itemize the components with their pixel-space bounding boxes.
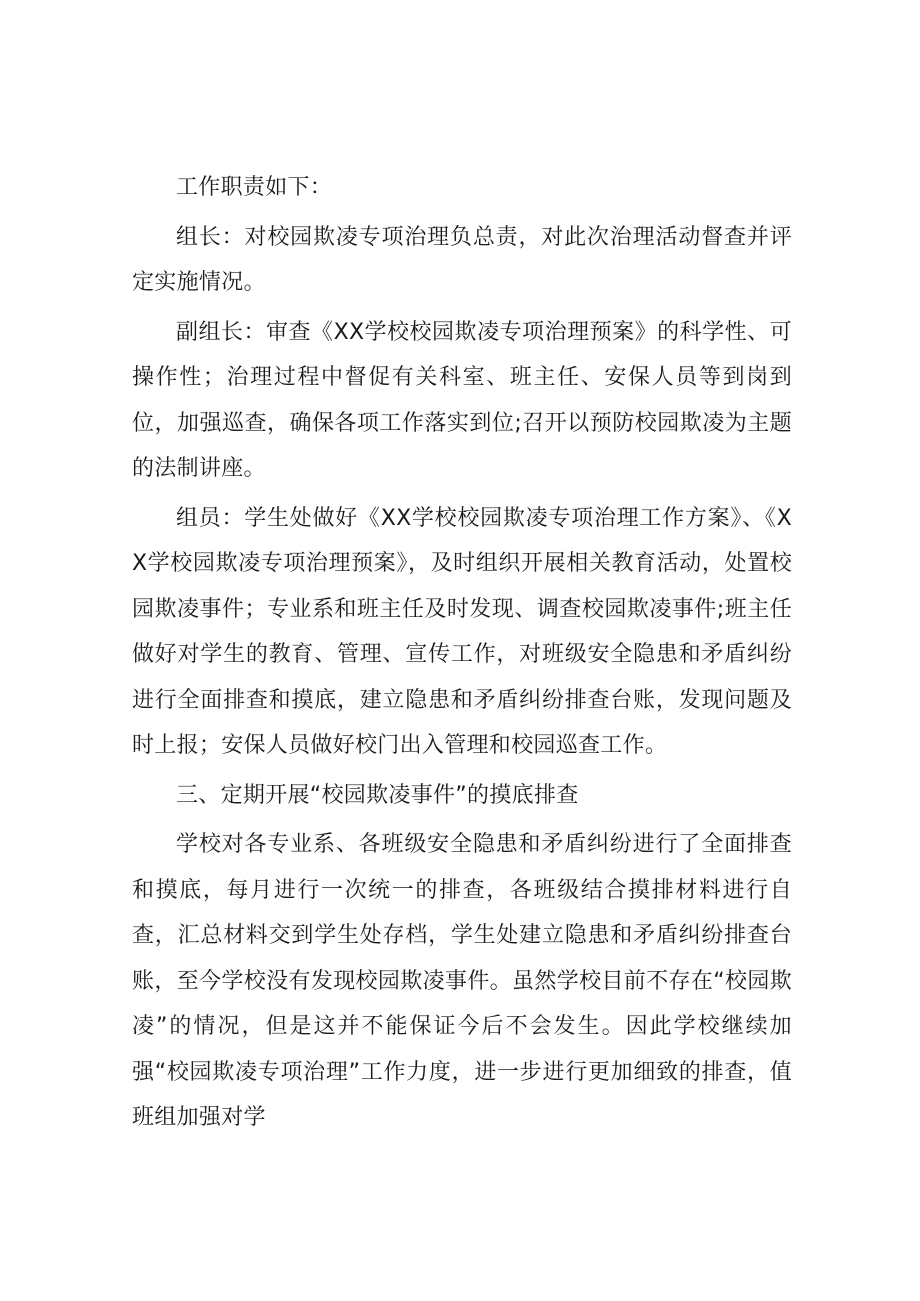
duties-intro-paragraph: 工作职责如下： bbox=[176, 175, 333, 200]
deputy-leader-paragraph: 副组长：审查《XX学校校园欺凌专项治理预案》的科学性、可操作性；治理过程中督促有关科室、班主任、安保人员等到岗到位，加强巡查，确保各项工作落实到位;召开以预防校园欺凌为主题的法制讲座。 bbox=[132, 319, 792, 481]
document-body bbox=[132, 165, 792, 1145]
section-three-body-paragraph: 学校对各专业系、各班级安全隐患和矛盾纠纷进行了全面排查和摸底，每月进行一次统一的排查，各班级结合摸排材料进行自查，汇总材料交到学生处存档，学生处建立隐患和矛盾纠纷排查台账，至今学校没有发现校园欺凌事件。虽然学校目前不存在“校园欺凌”的情况，但是这并不能保证今后不会发生。因此学校继续加强“校园欺凌专项治理”工作力度，进一步进行更加细致的排查，值班组加强对学 bbox=[132, 832, 792, 1130]
group-members-paragraph: 组员：学生处做好《XX学校校园欺凌专项治理工作方案》、《XX学校园欺凌专项治理预案》，及时组织开展相关教育活动，处置校园欺凌事件；专业系和班主任及时发现、调查校园欺凌事件;班主任做好对学生的教育、管理、宣传工作，对班级安全隐患和矛盾纠纷进行全面排查和摸底，建立隐患和矛盾纠纷排查台账，发现问题及时上报；安保人员做好校门出入管理和校园巡查工作。 bbox=[132, 505, 792, 758]
group-leader-paragraph: 组长：对校园欺凌专项治理负总责，对此次治理活动督查并评定实施情况。 bbox=[132, 224, 792, 295]
section-three-heading: 三、定期开展“校园欺凌事件”的摸底排查 bbox=[176, 782, 579, 808]
